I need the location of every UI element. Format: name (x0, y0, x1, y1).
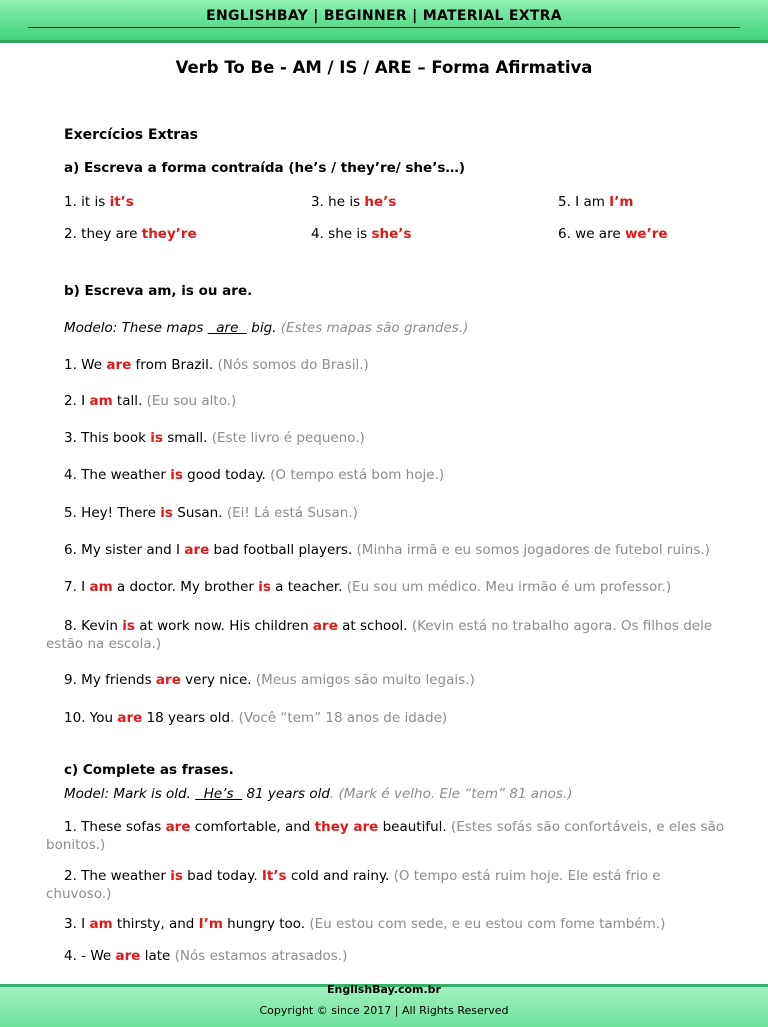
answer: we’re (624, 226, 668, 242)
part-b-item: 3. This book is small. (Este livro é pequeno.) (64, 430, 365, 446)
answer: she’s (371, 226, 412, 242)
part-b-item: 9. My friends are very nice. (Meus amigos são muito legais.) (64, 672, 475, 688)
part-c-item: 1. These sofas are comfortable, and they are beautiful. (Estes sofás são confortáveis, e eles são bonitos.) (46, 819, 725, 853)
part-b-item: 5. Hey! There is Susan. (Ei! Lá está Susan.) (64, 505, 358, 521)
part-b-item: 10. You are 18 years old. (Você “tem” 18 anos de idade) (64, 710, 448, 726)
answer: they’re (141, 226, 197, 242)
footer-site: EnglishBay.com.br (327, 983, 441, 996)
part-c-item: 4. - We are late (Nós estamos atrasados.) (64, 948, 348, 964)
part-a-item: 5. I am I’m (558, 194, 634, 210)
part-b-item: 2. I am tall. (Eu sou alto.) (64, 393, 237, 409)
part-a-item: 2. they are they’re (64, 226, 197, 242)
footer-copyright: Copyright © since 2017 | All Rights Reserved (259, 1004, 509, 1017)
answer: I’m (609, 194, 634, 210)
part-a-item: 1. it is it’s (64, 194, 134, 210)
page-title: Verb To Be - AM / IS / ARE – Forma Afirmativa (175, 58, 593, 77)
part-b-item: 6. My sister and I are bad football players. (Minha irmã e eu somos jogadores de futebol ruins.) (64, 542, 710, 558)
part-b-model: Modelo: These maps are big. (Estes mapas são grandes.) (64, 320, 469, 336)
part-c-model: Model: Mark is old. He’s 81 years old. (Mark é velho. Ele “tem” 81 anos.) (64, 786, 573, 802)
header-rule (28, 27, 740, 28)
part-a-heading: a) Escreva a forma contraída (he’s / they’re/ she’s…) (64, 160, 466, 176)
part-c-heading: c) Complete as frases. (64, 762, 234, 778)
part-c-item: 2. The weather is bad today. It’s cold and rainy. (O tempo está ruim hoje. Ele está frio e chuvoso.) (46, 868, 661, 902)
answer: it’s (109, 194, 134, 210)
part-a-item: 3. he is he’s (311, 194, 397, 210)
part-b-heading: b) Escreva am, is ou are. (64, 283, 253, 299)
part-a-item: 6. we are we’re (558, 226, 668, 242)
answer: he’s (364, 194, 397, 210)
part-a-item: 4. she is she’s (311, 226, 412, 242)
section-heading: Exercícios Extras (64, 127, 198, 143)
header-title: ENGLISHBAY | BEGINNER | MATERIAL EXTRA (206, 8, 562, 24)
part-b-item: 8. Kevin is at work now. His children are at school. (Kevin está no trabalho agora. Os filhos dele estão na escola.) (46, 618, 713, 652)
part-b-item: 7. I am a doctor. My brother is a teacher. (Eu sou um médico. Meu irmão é um professor.) (64, 579, 672, 595)
part-c-item: 3. I am thirsty, and I’m hungry too. (Eu estou com sede, e eu estou com fome também.) (64, 916, 666, 932)
part-b-item: 1. We are from Brazil. (Nós somos do Brasil.) (64, 357, 369, 373)
part-b-item: 4. The weather is good today. (O tempo está bom hoje.) (64, 467, 445, 483)
